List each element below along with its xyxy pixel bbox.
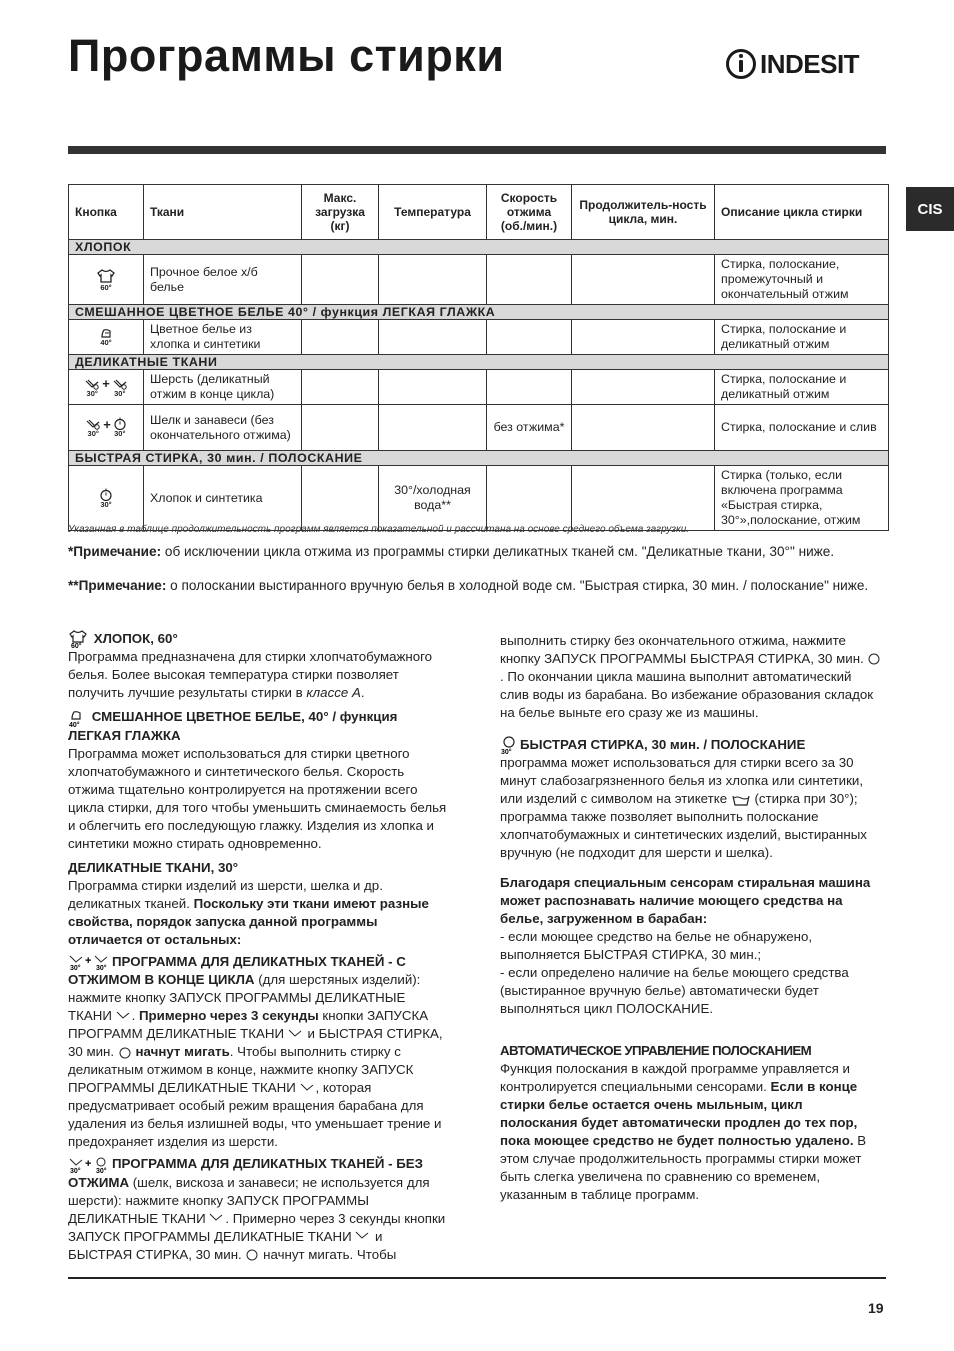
right-column [500, 632, 882, 1204]
temperature-label: 30° [501, 749, 512, 755]
page-number: 19 [868, 1300, 884, 1316]
stopwatch-icon [245, 1248, 259, 1262]
table-section-row [69, 451, 889, 466]
table-section-row [69, 240, 889, 255]
section-heading: ДЕЛИКАТНЫЕ ТКАНИ, 30° [68, 859, 239, 875]
emphasis: Если в конце стирки белье остается очень мыльным, цикл полоскания будет автоматически продлен до тех пор, пока моющее средство не будет полностью удалено. [500, 1079, 858, 1149]
table-footnote: Указанная в таблице продолжительность программ является показательной и рассчитана на основе среднего объема загрузки. [68, 524, 690, 535]
yarn-plus-stopwatch-icon [68, 1156, 112, 1174]
table-header-row [69, 185, 889, 240]
spin-cell: без отжима* [487, 405, 572, 451]
load-cell [302, 466, 379, 531]
temp-cell: 30°/холодная вода** [379, 466, 487, 531]
paragraph: (для шерстяных изделий): нажмите кнопку ЗАПУСК ПРОГРАММЫ ДЕЛИКАТНЫЕ ТКАНИ [68, 972, 421, 1024]
fabric-cell: Прочное белое х/б белье [144, 255, 302, 305]
fabric-cell: Шерсть (деликатный отжим в конце цикла) [144, 370, 302, 405]
fabric-cell: Цветное белье из хлопка и синтетики [144, 320, 302, 355]
fabric-cell: Хлопок и синтетика [144, 466, 302, 531]
desc-cell: Стирка, полоскание и деликатный отжим [715, 370, 889, 405]
table-row [69, 466, 889, 531]
footer-rule [68, 1277, 886, 1279]
left-column: 60° ХЛОПОК, 60° Программа предназначена для стирки хлопчатобумажного белья. Более высокая температура стирки позволяет получить лучшие результаты стирки в классе А. 40° СМЕШАННОЕ ЦВЕТНОЕ БЕЛЬЕ, 40° / функция ЛЕГКАЯ ГЛАЖКА Программа может использоваться для стирки цветного хлопчатобумажного и синтетического белья. Скорость отжима тщательно контролируется на протяжении всего цикла стирки, для того чтобы уменьшить сминаемость белья и облегчить его последующую глажку. Изделия из хлопка и синтетики можно стирать одновременно. ДЕЛИКАТНЫЕ ТКАНИ, 30° Программа стирки изделий из шерсти, шелка и др. деликатных тканей. Поскольку эти ткани имеют разные свойства, порядок запуска данной программы отличается от остальных: 30° + 30° ПРОГРАММА ДЛЯ ДЕЛИКАТНЫХ ТКАНЕЙ - С ОТЖИМОМ В КОНЦЕ ЦИКЛА (для шерстяных изделий): нажмите кнопку ЗАПУСК ПРОГРАММЫ ДЕЛИКАТНЫЕ ТКАНИ . Примерно через 3 секунды кнопки ЗАПУСКА ПРОГРАММ ДЕЛИКАТНЫЕ ТКАНИ и БЫСТРАЯ СТИРКА, 30 мин. начнут мигать. Чтобы выполнить стирку с деликатным отжимом в конце, нажмите кнопку ЗАПУСК ПРОГРАММЫ ДЕЛИКАТНЫЕ ТКАНИ , которая предусматривает особый режим вращения барабана для удаления из белья излишней воды, что уменьшает трение и предохраняет изделия из шерсти. 30° + 30° ПРОГРАММА ДЛЯ ДЕЛИКАТНЫХ ТКАНЕЙ - БЕЗ ОТЖИМА (шелк, вискоза и занавеси; не используется для шерсти): нажмите кнопку ЗАПУСК ПРОГРАММЫ ДЕЛИКАТНЫЕ ТКАНИ . Примерно через 3 секунды кнопки ЗАПУСК ПРОГРАММЫ ДЕЛИКАТНЫЕ ТКАНИ и БЫСТРАЯ СТИРКА, 30 мин. начнут мигать. Чтобы [68, 630, 450, 1264]
temperature-label: 60° [100, 282, 112, 292]
emphasis: начнут мигать [135, 1044, 230, 1060]
header-rule [68, 146, 886, 154]
stopwatch-icon [867, 652, 881, 666]
section-title: БЫСТРАЯ СТИРКА, 30 мин. / ПОЛОСКАНИЕ [69, 451, 889, 466]
temp-cell [379, 370, 487, 405]
yarn-icon [209, 1211, 225, 1227]
duration-cell [572, 255, 715, 305]
table-row [69, 370, 889, 405]
paragraph: В этом случае продолжительность программы стирки может быть слегка увеличена по сравнению со временем, указанным в таблице программ. [500, 1133, 867, 1203]
load-cell [302, 255, 379, 305]
paragraph: и БЫСТРАЯ СТИРКА, 30 мин. [68, 1026, 443, 1060]
section-heading: СМЕШАННОЕ ЦВЕТНОЕ БЕЛЬЕ, 40° / функция ЛЕГКАЯ ГЛАЖКА [68, 709, 398, 743]
program-button-cell [69, 405, 144, 451]
paragraph: кнопки ЗАПУСКА ПРОГРАММ ДЕЛИКАТНЫЕ ТКАНИ [68, 1008, 429, 1042]
section-title: СМЕШАННОЕ ЦВЕТНОЕ БЕЛЬЕ 40° / функция ЛЕГКАЯ ГЛАЖКА [69, 305, 889, 320]
note-label: *Примечание: [68, 544, 162, 559]
section-title: ХЛОПОК [69, 240, 889, 255]
note-text: об исключении цикла отжима из программы стирки деликатных тканей см. "Деликатные ткани, 30°" ниже. [161, 544, 835, 559]
brand-name: INDESIT [760, 48, 860, 79]
note-2 [68, 577, 888, 594]
paragraph: выполнить стирку без окончательного отжима, нажмите кнопку ЗАПУСК ПРОГРАММЫ БЫСТРАЯ СТИРКА, 30 мин. [500, 633, 868, 666]
desc-cell: Стирка, полоскание и деликатный отжим [715, 320, 889, 355]
paragraph: программа может использоваться для стирки всего за 30 минут слабозагрязненного белья из хлопка или синтетики, или изделий с символом на этикетке [500, 755, 864, 807]
spin-cell [487, 255, 572, 305]
paragraph: (шелк, вискоза и занавеси; не используется для шерсти): нажмите кнопку ЗАПУСК ПРОГРАММЫ ДЕЛИКАТНЫЕ ТКАНИ [68, 1174, 430, 1226]
program-button-cell [69, 320, 144, 355]
yarn-plus-yarn-icon [68, 953, 112, 971]
table-row [69, 405, 889, 451]
paragraph: . Примерно через 3 секунды кнопки ЗАПУСК ПРОГРАММЫ ДЕЛИКАТНЫЕ ТКАНИ [68, 1210, 446, 1244]
tshirt-icon [96, 268, 116, 284]
load-cell [302, 405, 379, 451]
temperature-label: 30° [70, 1167, 81, 1174]
paragraph: . По окончании цикла машина выполнит автоматический слив воды из барабана. Во избежание образования складок на белье выньте его сразу же из машины. [500, 669, 874, 720]
program-heading: ПРОГРАММА ДЛЯ ДЕЛИКАТНЫХ ТКАНЕЙ - С ОТЖИМОМ В КОНЦЕ ЦИКЛА [68, 953, 406, 988]
col-header: Температура [379, 185, 487, 240]
temperature-label: 30° [114, 388, 126, 398]
emphasis: Примерно через 3 секунды [138, 1008, 319, 1024]
col-header: Описание цикла стирки [715, 185, 889, 240]
duration-cell [572, 370, 715, 405]
temp-cell [379, 255, 487, 305]
section-heading: АВТОМАТИЧЕСКОЕ УПРАВЛЕНИЕ ПОЛОСКАНИЕМ [500, 1043, 812, 1059]
table-row [69, 255, 889, 305]
temperature-label: 30° [96, 965, 107, 972]
col-header: Продолжитель-ность цикла, мин. [572, 185, 715, 240]
paragraph: Функция полоскания в каждой программе управляется и контролируется специальными сенсорами. [500, 1061, 850, 1095]
iron-icon [68, 709, 88, 727]
brand-logo [726, 44, 859, 84]
paragraph: начнут мигать. Чтобы [259, 1246, 397, 1262]
section-heading: БЫСТРАЯ СТИРКА, 30 мин. / ПОЛОСКАНИЕ [520, 737, 806, 752]
language-tab: CIS [906, 187, 954, 231]
table-section-row [69, 355, 889, 370]
load-cell [302, 370, 379, 405]
section-heading: ХЛОПОК, 60° [93, 631, 178, 646]
bold-paragraph: Благодаря специальным сенсорам стиральная машина может распознавать наличие моющего средства на белье, загруженном в барабан: [500, 875, 871, 927]
svg-text:+: + [85, 1157, 92, 1170]
section-title: ДЕЛИКАТНЫЕ ТКАНИ [69, 355, 889, 370]
plus-sign: + [102, 376, 110, 391]
temp-cell [379, 320, 487, 355]
temperature-label: 30° [70, 965, 81, 972]
temperature-label: 40° [69, 721, 80, 727]
yarn-icon [355, 1229, 371, 1245]
col-header: Макс. загрузка (кг) [302, 185, 379, 240]
paragraph: . Чтобы выполнить стирку с деликатным отжимом в конце, нажмите кнопку ЗАПУСК ПРОГРАММЫ ДЕЛИКАТНЫЕ ТКАНИ [68, 1044, 414, 1096]
paragraph: Программа стирки изделий из шерсти, шелка и др. деликатных тканей. [68, 877, 383, 911]
desc-cell: Стирка, полоскание и слив [715, 405, 889, 451]
table-section-row [69, 305, 889, 320]
temperature-label: 30° [86, 388, 98, 398]
col-header: Скорость отжима (об./мин.) [487, 185, 572, 240]
yarn-icon [112, 378, 128, 390]
temp-cell [379, 405, 487, 451]
svg-text:+: + [85, 955, 92, 968]
program-button-cell [69, 255, 144, 305]
table-row [69, 320, 889, 355]
paragraph: Программа предназначена для стирки хлопчатобумажного белья. Более высокая температура стирки позволяет получить лучшие результаты стирки в [68, 649, 433, 701]
duration-cell [572, 466, 715, 531]
fabric-cell: Шелк и занавеси (без окончательного отжима) [144, 405, 302, 451]
program-button-cell [69, 466, 144, 531]
stopwatch-icon [500, 736, 520, 754]
spin-cell [487, 466, 572, 531]
yarn-icon [300, 1081, 316, 1097]
tshirt-icon [68, 630, 90, 648]
page-title: Программы стирки [68, 30, 505, 81]
paragraph: , которая предусматривает особый режим вращения барабана для удаления из белья излишней воды, что уменьшает трение и предохраняет изделия из шерсти. [68, 1080, 442, 1150]
list-item: - если моющее средство на белье не обнаружено, выполняется БЫСТРАЯ СТИРКА, 30 мин.; [500, 929, 813, 963]
emphasis: классе А [306, 685, 361, 701]
temperature-label: 60° [71, 643, 82, 649]
desc-cell: Стирка, полоскание, промежуточный и окончательный отжим [715, 255, 889, 305]
duration-cell [572, 405, 715, 451]
desc-cell: Стирка (только, если включена программа «Быстрая стирка, 30°»,полоскание, отжим [715, 466, 889, 531]
list-item: - если определено наличие на белье моющего средства (выстиранное вручную белье) автоматически будет выполняться цикл ПОЛОСКАНИЕ. [500, 965, 849, 1017]
temperature-label: 30° [114, 429, 126, 439]
note-text: о полоскании выстиранного вручную белья в холодной воде см. "Быстрая стирка, 30 мин. / полоскание" ниже. [166, 578, 869, 593]
spin-cell [487, 370, 572, 405]
programs-table [68, 184, 889, 531]
temperature-label: 30° [100, 499, 112, 509]
duration-cell [572, 320, 715, 355]
temperature-label: 30° [96, 1167, 107, 1174]
emphasis: Поскольку эти ткани имеют разные свойства, порядок запуска данной программы отличается от остальных: [68, 895, 429, 947]
note-1 [68, 543, 888, 560]
yarn-icon [116, 1009, 132, 1025]
yarn-icon [84, 378, 100, 390]
paragraph: Программа может использоваться для стирки цветного хлопчатобумажного и синтетического белья. Скорость отжима тщательно контролируется на протяжении всего цикла стирки, для того чтобы уменьшить сминаемость белья и облегчить его последующую глажку. Изделия из хлопка и синтетики можно стирать одновременно. [68, 745, 447, 851]
temperature-label: 30° [87, 429, 99, 439]
spin-cell [487, 320, 572, 355]
plus-sign: + [103, 416, 111, 432]
col-header: Кнопка [69, 185, 144, 240]
wash-tub-icon [731, 793, 751, 807]
yarn-icon [288, 1027, 304, 1043]
stopwatch-icon [99, 488, 113, 501]
load-cell [302, 320, 379, 355]
stopwatch-icon [118, 1046, 132, 1060]
note-label: **Примечание: [68, 578, 167, 593]
col-header: Ткани [144, 185, 302, 240]
paragraph: и БЫСТРАЯ СТИРКА, 30 мин. [68, 1228, 383, 1262]
program-heading: ПРОГРАММА ДЛЯ ДЕЛИКАТНЫХ ТКАНЕЙ - БЕЗ ОТЖИМА [68, 1156, 423, 1190]
paragraph: (стирка при 30°); программа также позволяет выполнить полоскание хлопчатобумажных и синтетических изделий, выстиранных вручную (не подходит для шерсти и шелка). [500, 791, 867, 861]
indesit-logo-icon [726, 49, 756, 79]
program-button-cell [69, 370, 144, 405]
temperature-label: 40° [100, 338, 112, 348]
